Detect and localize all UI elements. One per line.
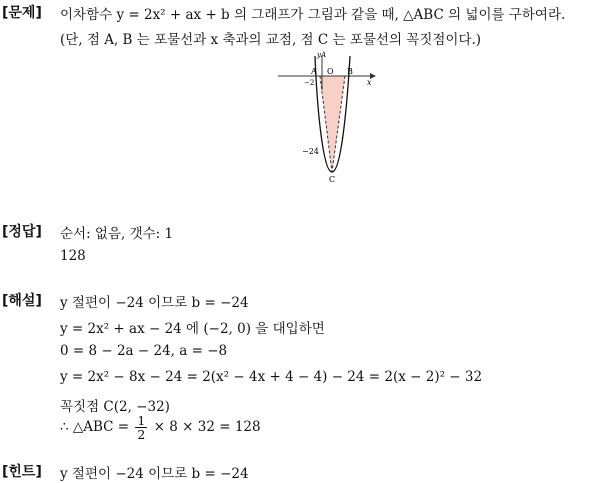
solution-tag: [해설] <box>2 293 42 309</box>
solution-line-2: y = 2x² + ax − 24 에 (−2, 0) 을 대입하면 <box>60 321 325 337</box>
label-neg2: −2 <box>304 79 315 87</box>
answer-value: 128 <box>60 248 86 264</box>
problem-condition: (단, 점 A, B 는 포물선과 x 축과의 교점, 점 C 는 포물선의 꼭짓점이다.) <box>60 32 482 48</box>
final-prefix: ∴ △ABC = <box>60 419 130 435</box>
problem-statement: 이차함수 y = 2x² + ax + b 의 그래프가 그림과 같을 때, △ABC 의 넓이를 구하여라. <box>60 7 566 23</box>
fraction-one-half <box>135 414 147 441</box>
problem-tag: [문제] <box>2 5 42 21</box>
x-axis-label: x <box>367 78 372 87</box>
y-axis-label: yA <box>317 51 327 59</box>
answer-meta: 순서: 없음, 갯수: 1 <box>60 226 174 242</box>
hint-line: y 절편이 −24 이므로 b = −24 <box>60 466 249 482</box>
label-o: O <box>327 67 334 76</box>
label-a: A <box>311 67 317 76</box>
solution-final <box>60 414 261 441</box>
parabola-figure <box>275 48 385 188</box>
triangle-abc <box>320 76 345 172</box>
label-c: C <box>329 175 336 184</box>
fraction-numerator: 1 <box>137 413 146 428</box>
final-suffix: × 8 × 32 = 128 <box>153 419 261 435</box>
solution-line-1: y 절편이 −24 이므로 b = −24 <box>60 295 249 311</box>
solution-line-4: y = 2x² − 8x − 24 = 2(x² − 4x + 4 − 4) − 24 = 2(x − 2)² − 32 <box>60 369 483 385</box>
answer-tag: [정답] <box>2 224 42 240</box>
label-b: B <box>347 67 353 76</box>
fraction-denominator: 2 <box>137 427 146 442</box>
solution-line-3: 0 = 8 − 2a − 24, a = −8 <box>60 343 228 359</box>
solution-line-5: 꼭짓점 C(2, −32) <box>60 399 170 415</box>
label-neg24: −24 <box>302 147 319 156</box>
hint-tag: [힌트] <box>2 464 42 480</box>
